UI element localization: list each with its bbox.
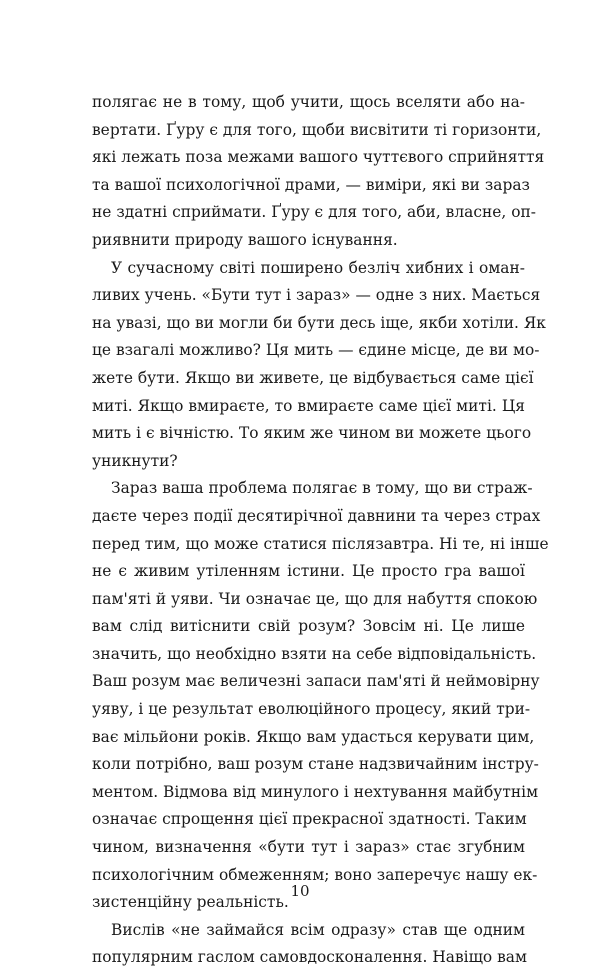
text-line: та вашої психологічної драми, — виміри, які ви зараз [92, 175, 530, 194]
text-line: не здатні сприймати. Ґуру є для того, аби, власне, оп- [92, 203, 536, 222]
text-line: У сучасному світі поширено безліч хибних і оман- [111, 258, 525, 277]
text-line: Вислів «не займайся всім одразу» став ще одним [111, 920, 525, 939]
text-line: полягає не в тому, щоб учити, щось вселяти або на- [92, 93, 525, 111]
text-line: жете бути. Якщо ви живете, це відбувається саме цієї [92, 368, 534, 387]
paragraph [92, 917, 525, 972]
text-line: чином, визначення «бути тут і зараз» стає згубним [92, 838, 525, 857]
page-number: 10 [290, 882, 310, 900]
text-line: ває мільйони років. Якщо вам удасться керувати цим, [92, 727, 535, 746]
text-line: риявнити природу вашого існування. [92, 230, 398, 249]
text-line: популярним гаслом самовдосконалення. Навіщо вам [92, 948, 527, 967]
paragraph [92, 475, 549, 917]
text-line: вертати. Ґуру є для того, щоби висвітити ті горизонти, [92, 120, 542, 139]
text-line: зистенційну реальність. [92, 893, 289, 912]
text-line: на увазі, що ви могли би бути десь іще, якби хотіли. Як [92, 313, 546, 332]
text-line: уяву, і це результат еволюційного процесу, який три- [92, 700, 531, 719]
text-line: психологічним обмеженням; воно заперечує нашу ек- [92, 865, 538, 884]
text-line: означає спрощення цієї прекрасної здатності. Таким [92, 810, 527, 829]
text-line: пам'яті й уяви. Чи означає це, що для набуття спокою [92, 589, 538, 608]
text-line: це взагалі можливо? Ця мить — єдине місце, де ви мо- [92, 341, 540, 360]
text-line: перед тим, що може статися післязавтра. Ні те, ні інше [92, 534, 549, 553]
paragraph [92, 89, 545, 255]
text-line: Зараз ваша проблема полягає в тому, що ви страж- [111, 479, 533, 498]
text-line: мить і є вічністю. То яким же чином ви можете цього [92, 424, 532, 443]
text-line: миті. Якщо вмираєте, то вмираєте саме цієї миті. Ця [92, 396, 525, 415]
text-line: ментом. Відмова від минулого і нехтування майбутнім [92, 782, 539, 801]
text-line: уникнути? [92, 451, 178, 470]
text-line: які лежать поза межами вашого чуттєвого сприйняття [92, 148, 545, 167]
text-line: ливих учень. «Бути тут і зараз» — одне з них. Мається [92, 286, 541, 305]
text-line: коли потрібно, ваш розум стане надзвичайним інстру- [92, 755, 539, 774]
text-line: даєте через події десятирічної давнини та через страх [92, 506, 541, 525]
text-line: значить, що необхідно взяти на себе відповідальність. [92, 644, 537, 663]
text-line: вам слід витіснити свій розум? Зовсім ні. Це лише [92, 617, 525, 636]
text-line: не є живим утіленням істини. Це просто гра вашої [92, 562, 525, 581]
page-body [92, 89, 549, 972]
text-line: Ваш розум має величезні запаси пам'яті й неймовірну [92, 672, 540, 691]
paragraph [92, 255, 546, 476]
